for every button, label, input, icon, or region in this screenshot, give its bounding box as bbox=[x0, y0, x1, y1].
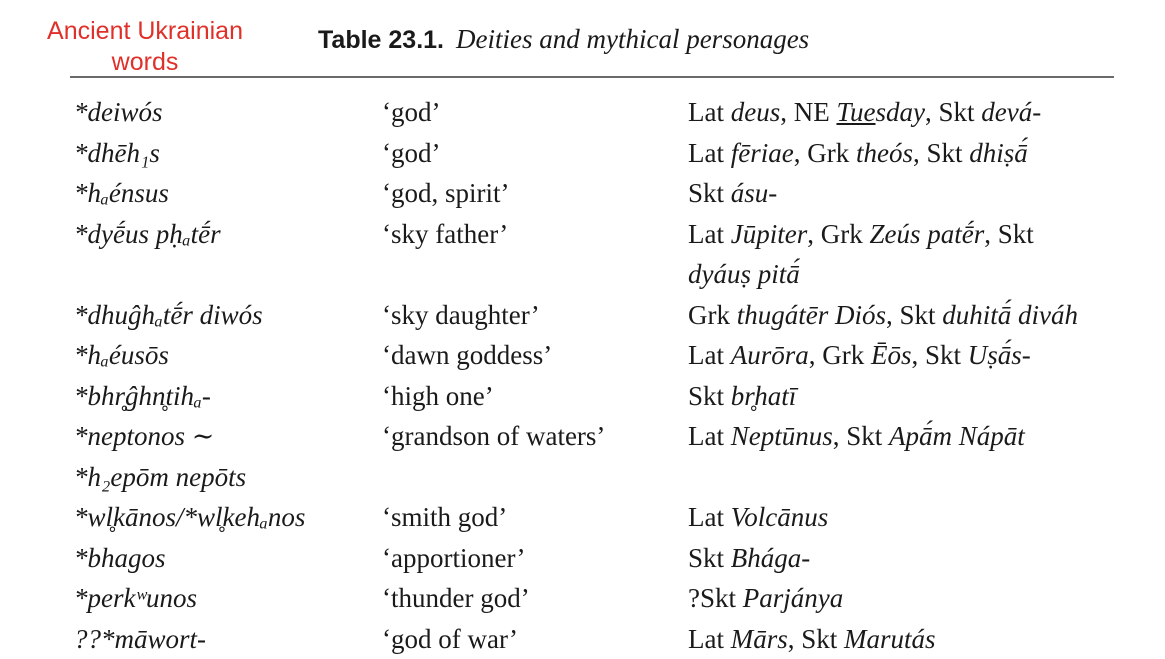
reconstructed-form: *bhagos bbox=[74, 538, 382, 579]
table-row bbox=[74, 214, 1134, 255]
reconstructed-form: *hₐéusōs bbox=[74, 335, 382, 376]
cognate-segment: Skt bbox=[688, 381, 731, 411]
gloss: ‘high one’ bbox=[382, 376, 688, 417]
cognate-segment: Apā́m Nápāt bbox=[889, 421, 1025, 451]
table-top-rule bbox=[70, 76, 1114, 78]
cognate-segment: Ēōs bbox=[871, 340, 912, 370]
cognate-segment: , Skt bbox=[912, 340, 968, 370]
cognates bbox=[688, 497, 1128, 538]
cognate-segment: , Skt bbox=[913, 138, 969, 168]
reconstructed-form: *dyḗus pḥₐtḗr bbox=[74, 214, 382, 255]
reconstructed-form: *deiwós bbox=[74, 92, 382, 133]
cognate-segment: Mārs bbox=[731, 624, 788, 654]
cognate-segment: fēriae bbox=[731, 138, 794, 168]
cognate-segment: , Skt bbox=[925, 97, 981, 127]
cognate-segment: Parjánya bbox=[743, 583, 844, 613]
cognate-segment: br̥hatī bbox=[731, 381, 797, 411]
table-row bbox=[74, 619, 1134, 659]
cognates bbox=[688, 295, 1128, 336]
cognate-segment: , Grk bbox=[809, 340, 871, 370]
table-number: Table 23.1. bbox=[318, 26, 444, 54]
cognate-segment: Jūpiter bbox=[731, 219, 807, 249]
cognates bbox=[688, 376, 1128, 417]
cognate-segment: Lat bbox=[688, 138, 731, 168]
gloss: ‘apportioner’ bbox=[382, 538, 688, 579]
table-row bbox=[74, 376, 1134, 417]
deities-table bbox=[74, 92, 1134, 659]
cognates bbox=[688, 538, 1128, 579]
cognate-segment: sday bbox=[876, 97, 926, 127]
cognate-segment: theós bbox=[856, 138, 913, 168]
cognate-segment: ?Skt bbox=[688, 583, 743, 613]
cognate-segment: Tue bbox=[836, 97, 875, 127]
table-row bbox=[74, 538, 1134, 579]
gloss: ‘smith god’ bbox=[382, 497, 688, 538]
gloss: ‘god of war’ bbox=[382, 619, 688, 659]
cognates bbox=[688, 254, 1128, 295]
reconstructed-form: *bhr̥ĝhn̥tihₐ- bbox=[74, 376, 382, 417]
cognate-segment: ásu- bbox=[731, 178, 778, 208]
cognate-segment: , Grk bbox=[794, 138, 856, 168]
cognate-segment: dhiṣā́ bbox=[969, 138, 1028, 168]
cognate-segment: , NE bbox=[780, 97, 836, 127]
cognate-segment: deus bbox=[731, 97, 781, 127]
reconstructed-form: *neptonos ∼ bbox=[74, 416, 382, 457]
reconstructed-form: ??*māwort- bbox=[74, 619, 382, 659]
cognate-segment: Lat bbox=[688, 624, 731, 654]
reconstructed-form: *dhuĝhₐtḗr diwós bbox=[74, 295, 382, 336]
cognate-segment: Lat bbox=[688, 421, 731, 451]
cognate-segment: devá- bbox=[981, 97, 1041, 127]
cognate-segment: Aurōra bbox=[731, 340, 809, 370]
cognate-segment: dyáuṣ pitā́ bbox=[688, 259, 800, 289]
cognate-segment: Grk bbox=[688, 300, 737, 330]
reconstructed-form bbox=[74, 254, 382, 295]
cognate-segment: Lat bbox=[688, 502, 731, 532]
cognates bbox=[688, 457, 1128, 498]
reconstructed-form: *wl̥kānos/*wl̥kehₐnos bbox=[74, 497, 382, 538]
table-row bbox=[74, 173, 1134, 214]
cognate-segment: Skt bbox=[688, 543, 731, 573]
table-row bbox=[74, 457, 1134, 498]
gloss: ‘god, spirit’ bbox=[382, 173, 688, 214]
cognates bbox=[688, 92, 1128, 133]
reconstructed-form: *perkʷunos bbox=[74, 578, 382, 619]
cognate-segment: , Skt bbox=[886, 300, 942, 330]
gloss: ‘sky father’ bbox=[382, 214, 688, 255]
gloss: ‘grandson of waters’ bbox=[382, 416, 688, 457]
cognates bbox=[688, 578, 1128, 619]
cognate-segment: Lat bbox=[688, 97, 731, 127]
cognate-segment: duhitā́ diváh bbox=[942, 300, 1078, 330]
cognates bbox=[688, 619, 1128, 659]
cognate-segment: , Skt bbox=[833, 421, 889, 451]
gloss: ‘god’ bbox=[382, 133, 688, 174]
reconstructed-form: *h₂epōm nepōts bbox=[74, 457, 382, 498]
cognate-segment: Neptūnus bbox=[731, 421, 833, 451]
cognates bbox=[688, 416, 1128, 457]
cognates bbox=[688, 214, 1128, 255]
cognates bbox=[688, 133, 1128, 174]
reconstructed-form: *hₐénsus bbox=[74, 173, 382, 214]
annotation-label: Ancient Ukrainian words bbox=[20, 16, 270, 78]
cognate-segment: Lat bbox=[688, 219, 731, 249]
cognate-segment: Lat bbox=[688, 340, 731, 370]
cognate-segment: thugátēr Diós bbox=[737, 300, 886, 330]
gloss: ‘sky daughter’ bbox=[382, 295, 688, 336]
gloss bbox=[382, 254, 688, 295]
gloss: ‘dawn goddess’ bbox=[382, 335, 688, 376]
gloss: ‘thunder god’ bbox=[382, 578, 688, 619]
cognate-segment: , Grk bbox=[807, 219, 869, 249]
cognate-segment: Volcānus bbox=[731, 502, 829, 532]
table-row bbox=[74, 416, 1134, 457]
table-title: Deities and mythical personages bbox=[456, 24, 809, 54]
cognate-segment: , Skt bbox=[788, 624, 844, 654]
cognate-segment: , Skt bbox=[984, 219, 1034, 249]
cognates bbox=[688, 173, 1128, 214]
reconstructed-form: *dhēh₁s bbox=[74, 133, 382, 174]
table-row bbox=[74, 578, 1134, 619]
gloss: ‘god’ bbox=[382, 92, 688, 133]
table-row bbox=[74, 254, 1134, 295]
cognates bbox=[688, 335, 1128, 376]
cognate-segment: Skt bbox=[688, 178, 731, 208]
gloss bbox=[382, 457, 688, 498]
table-row bbox=[74, 133, 1134, 174]
table-caption bbox=[318, 24, 809, 55]
cognate-segment: Uṣā́s- bbox=[968, 340, 1031, 370]
table-row bbox=[74, 335, 1134, 376]
cognate-segment: Bhága- bbox=[731, 543, 810, 573]
table-row bbox=[74, 497, 1134, 538]
cognate-segment: Marutás bbox=[844, 624, 936, 654]
cognate-segment: Zeús patḗr bbox=[869, 219, 984, 249]
table-row bbox=[74, 92, 1134, 133]
table-row bbox=[74, 295, 1134, 336]
